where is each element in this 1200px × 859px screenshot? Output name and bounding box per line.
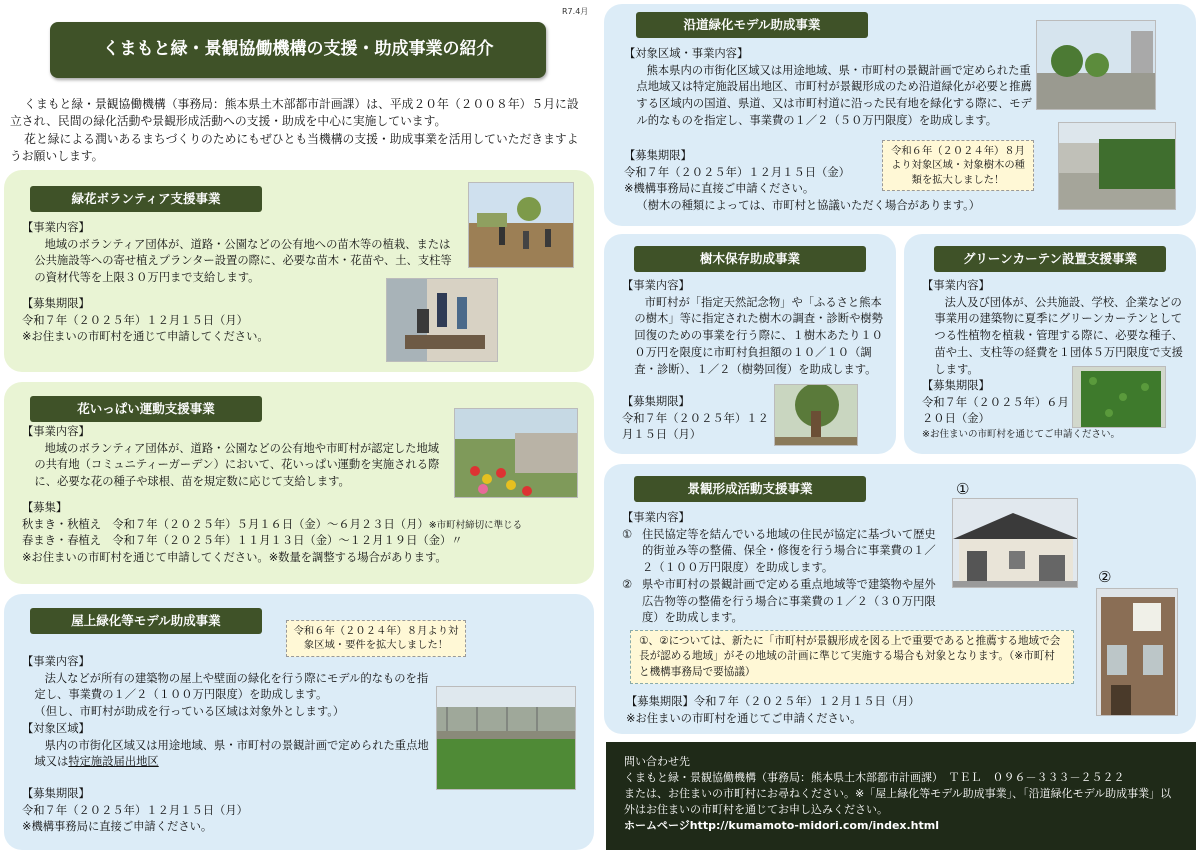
flower-title: 花いっぱい運動支援事業 bbox=[30, 396, 262, 422]
contact-homepage bbox=[624, 818, 1178, 834]
rooftop-title: 屋上緑化等モデル助成事業 bbox=[30, 608, 262, 634]
intro-paragraph-1: くまもと緑・景観協働機構（事務局：熊本県土木部都市計画課）は、平成２０年（２００８年）５月に設立され、民間の緑化活動や景観形成活動への支援・助成を中心に実施しています。 bbox=[10, 97, 579, 129]
landscape-item1-num: ① bbox=[622, 527, 633, 541]
landscape-note-box: ①、②については、新たに「市町村が景観形成を図る上で重要であると推薦する地域で会長が認める地域」がその地域の計画に準じて実施する場合も対象となります。（※市町村と機構事務局で要協議） bbox=[630, 630, 1074, 684]
rooftop-area-link: 特定施設届出地区 bbox=[68, 755, 159, 769]
rooftop-area-label: 【対象区域】 bbox=[22, 721, 90, 735]
roadside-period-block bbox=[624, 148, 1044, 215]
curtain-content-label: 【事業内容】 bbox=[922, 279, 990, 292]
flower-photo bbox=[454, 408, 578, 498]
rooftop-content-2: （但し、市町村が助成を行っている区域は対象外とします。） bbox=[34, 705, 345, 719]
flower-recruit-block bbox=[22, 500, 592, 567]
volunteer-content: 地域のボランティア団体が、道路・公園などの公有地への苗木等の植栽、または公共施設等への寄せ植えプランター設置の際に、必要な苗木・花苗や、土、支柱等の資材代等を上限３０万円まで支給します。 bbox=[34, 237, 452, 285]
date-mark: R7.4月 bbox=[562, 7, 589, 16]
contact-hp-link[interactable]: http://kumamoto-midori.com/index.html bbox=[689, 818, 939, 832]
roadside-photo-1 bbox=[1036, 20, 1156, 110]
tree-period-block bbox=[622, 394, 772, 444]
roadside-body bbox=[624, 46, 1032, 130]
flower-recruit-label: 【募集】 bbox=[22, 501, 68, 514]
flower-autumn-note: ※市町村締切に準じる bbox=[428, 519, 523, 531]
page-title: くまもと緑・景観協働機構の支援・助成事業の紹介 bbox=[50, 22, 546, 78]
contact-heading: 問い合わせ先 bbox=[624, 755, 690, 768]
contact-line-2: または、お住まいの市町村にお尋ねください。※「屋上緑化等モデル助成事業」、「沿道緑化モデル助成事業」以外はお住まいの市町村を通じてお申し込みください。 bbox=[624, 786, 1172, 816]
tree-body bbox=[622, 278, 890, 378]
flower-content: 地域のボランティア団体が、道路・公園などの公有地や市町村が認定した地域の共有地（コミュニティーガーデン）において、花いっぱい運動を実施される際に、必要な花の種子や球根、苗を規定数に応じて支給します。 bbox=[34, 441, 440, 489]
volunteer-photo-planting bbox=[468, 182, 574, 268]
flower-content-label: 【事業内容】 bbox=[22, 425, 90, 438]
flower-note: ※お住まいの市町村を通じて申請してください。※数量を調整する場合があります。 bbox=[22, 551, 447, 565]
landscape-item2: 県や市町村の景観計画で定める重点地域等で建築物や屋外広告物等の整備を行う場合に事業費の１／２（３０万円限度）を助成します。 bbox=[642, 577, 936, 625]
rooftop-badge: 令和６年（２０２４年）８月より対象区域・要件を拡大しました！ bbox=[286, 620, 466, 657]
flower-body bbox=[22, 424, 450, 491]
rooftop-content: 法人などが所有の建築物の屋上や壁面の緑化を行う際にモデル的なものを指定し、事業費の１／２（１００万円限度）を助成します。 bbox=[34, 671, 429, 702]
curtain-content: 法人及び団体が、公共施設、学校、企業などの事業用の建築物に夏季にグリーンカーテンとしてつる性植物を植栽・管理する際に、必要な種子、苗や土、支柱等の経費を１団体５万円限度で支援します。 bbox=[934, 295, 1183, 376]
curtain-photo bbox=[1072, 366, 1166, 428]
landscape-content-label: 【事業内容】 bbox=[622, 511, 690, 524]
rooftop-period-block bbox=[22, 786, 382, 836]
roadside-title: 沿道緑化モデル助成事業 bbox=[636, 12, 868, 38]
landscape-photo-1 bbox=[952, 498, 1078, 588]
curtain-period: 令和７年（２０２５年）６月２０日（金） bbox=[922, 395, 1069, 426]
contact-box bbox=[606, 742, 1196, 850]
flower-autumn: 秋まき・秋植え 令和７年（２０２５年）５月１６日（金）～６月２３日（月） bbox=[22, 517, 429, 531]
volunteer-period-block bbox=[22, 296, 382, 346]
landscape-photo1-label: ① bbox=[956, 480, 970, 498]
tree-content: 市町村が「指定天然記念物」や「ふるさと熊本の樹木」等に指定された樹木の調査・診断や樹勢回復のための事業を行う際に、１樹木あたり１００万円を限度に市町村負担額の１０／１０（調査・診断）、１／２（樹勢回復）を助成します。 bbox=[634, 295, 883, 376]
roadside-note: ※機構事務局に直接ご申請ください。 bbox=[624, 182, 815, 196]
tree-photo bbox=[774, 384, 858, 446]
curtain-title: グリーンカーテン設置支援事業 bbox=[934, 246, 1166, 272]
volunteer-photo-planters bbox=[386, 278, 498, 362]
intro-text bbox=[10, 96, 590, 166]
landscape-photo-2 bbox=[1096, 588, 1178, 716]
landscape-title: 景観形成活動支援事業 bbox=[634, 476, 866, 502]
rooftop-area bbox=[22, 738, 432, 771]
flower-spring: 春まき・春植え 令和７年（２０２５年）１１月１３日（金）～１２月１９日（金）〃 bbox=[22, 534, 463, 548]
rooftop-content-label: 【事業内容】 bbox=[22, 655, 90, 668]
landscape-period-block bbox=[626, 694, 1026, 727]
volunteer-content-label: 【事業内容】 bbox=[22, 221, 90, 234]
rooftop-period: 令和７年（２０２５年）１２月１５日（月） bbox=[22, 803, 248, 817]
roadside-photo-2 bbox=[1058, 122, 1176, 210]
tree-content-label: 【事業内容】 bbox=[622, 279, 690, 292]
curtain-note: ※お住まいの市町村を通じてご申請ください。 bbox=[922, 429, 1120, 440]
landscape-body bbox=[622, 510, 944, 627]
roadside-content: 熊本県内の市街化区域又は用途地域、県・市町村の景観計画で定められた重点地域又は特定施設届出地区、市町村が景観形成のため沿道緑化が必要と推薦する区域内の国道、県道、又は市町村道に沿った民有地を緑化する際に、モデル的なものを指定し、事業費の１／２（５０万円限度）を助成します。 bbox=[636, 63, 1032, 127]
rooftop-note: ※機構事務局に直接ご申請ください。 bbox=[22, 820, 213, 834]
tree-period-label: 【募集期限】 bbox=[622, 395, 690, 408]
curtain-period-label: 【募集期限】 bbox=[922, 379, 990, 392]
rooftop-area-text: 県内の市街化区域又は用途地域、県・市町村の景観計画で定められた重点地域又は bbox=[34, 738, 429, 769]
landscape-item1: 住民協定等を結んでいる地域の住民が協定に基づいて歴史的街並み等の整備、保全・修復を行う場合に事業費の１／２（１００万円限度）を助成します。 bbox=[642, 527, 936, 575]
landscape-item2-num: ② bbox=[622, 577, 633, 591]
curtain-period-block bbox=[922, 378, 1072, 428]
contact-hp-label: ホームページ bbox=[624, 818, 690, 832]
roadside-badge: 令和６年（２０２４年）８月より対象区域・対象樹木の種類を拡大しました！ bbox=[882, 140, 1034, 191]
volunteer-period-label: 【募集期限】 bbox=[22, 297, 90, 310]
intro-paragraph-2: 花と緑による潤いあるまちづくりのためにもぜひとも当機構の支援・助成事業を活用していただきますようお願いします。 bbox=[10, 131, 579, 164]
volunteer-note: ※お住まいの市町村を通じて申請してください。 bbox=[22, 330, 269, 344]
roadside-period: 令和７年（２０２５年）１２月１５日（金） bbox=[624, 165, 850, 179]
volunteer-body bbox=[22, 220, 462, 287]
landscape-note: ※お住まいの市町村を通じてご申請ください。 bbox=[626, 711, 862, 725]
curtain-body bbox=[922, 278, 1190, 378]
roadside-period-label: 【募集期限】 bbox=[624, 149, 692, 162]
roadside-content-label: 【対象区域・事業内容】 bbox=[624, 47, 749, 60]
tree-title: 樹木保存助成事業 bbox=[634, 246, 866, 272]
landscape-period: 【募集期限】令和７年（２０２５年）１２月１５日（月） bbox=[626, 695, 920, 708]
tree-period: 令和７年（２０２５年）１２月１５日（月） bbox=[622, 411, 769, 442]
rooftop-body bbox=[22, 654, 432, 771]
rooftop-period-label: 【募集期限】 bbox=[22, 787, 90, 800]
contact-line-1: くまもと緑・景観協働機構（事務局：熊本県土木部都市計画課） ＴＥＬ ０９６－３３３－２５２２ bbox=[624, 770, 1125, 784]
landscape-photo2-label: ② bbox=[1098, 568, 1112, 586]
rooftop-photo bbox=[436, 686, 576, 790]
volunteer-title: 緑花ボランティア支援事業 bbox=[30, 186, 262, 212]
roadside-note-2: （樹木の種類によっては、市町村と協議いただく場合があります。） bbox=[636, 199, 981, 213]
volunteer-period: 令和７年（２０２５年）１２月１５日（月） bbox=[22, 313, 248, 327]
